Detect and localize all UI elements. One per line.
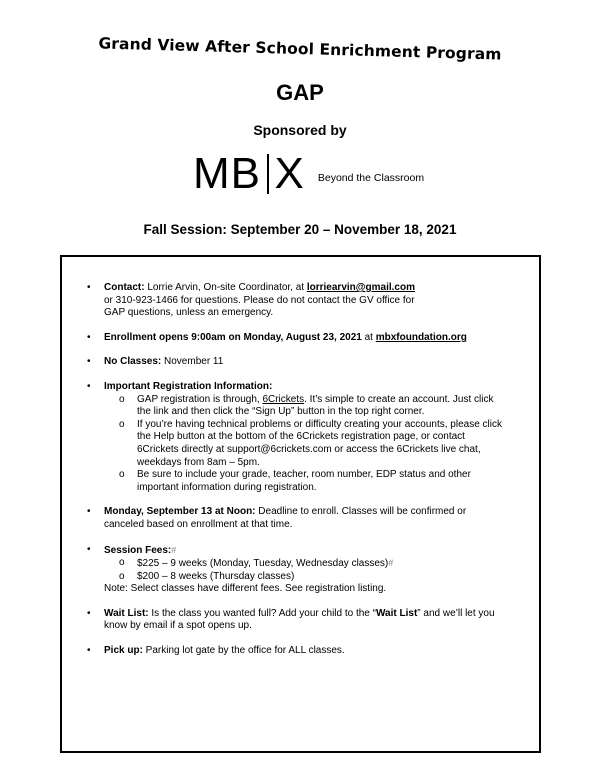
list-item-fees <box>74 544 529 596</box>
sub-item <box>104 557 529 571</box>
no-classes-text: November 11 <box>161 356 224 368</box>
registration-label: Important Registration Information: <box>104 380 273 392</box>
sub1-line2: the link and then click the “Sign Up” button in the top right corner. <box>137 406 425 418</box>
logo-divider <box>267 154 269 194</box>
list-item-enrollment <box>74 332 529 345</box>
logo-tagline: Beyond the Classroom <box>317 172 425 184</box>
wait-list-bold: Wait List <box>375 607 418 619</box>
sub-item <box>104 394 529 419</box>
list-item-pickup <box>74 645 529 658</box>
circle-bullet-icon: o <box>119 570 125 582</box>
deadline-line2: canceled based on enrollment at that time. <box>104 518 293 530</box>
list-item-contact <box>74 282 529 320</box>
sub3-line1: Be sure to include your grade, teacher, room number, EDP status and other <box>137 469 471 481</box>
sub-item <box>104 571 529 584</box>
circle-bullet-icon: o <box>119 469 125 481</box>
session-dates: Fall Session: September 20 – November 18, 2021 <box>143 222 457 237</box>
pickup-label: Pick up: <box>104 645 143 657</box>
sub-item <box>104 469 529 494</box>
bullet-icon: • <box>87 607 91 619</box>
mbx-foundation-link[interactable]: mbxfoundation.org <box>375 331 467 343</box>
fees-note: Note: Select classes have different fees. See registration listing. <box>104 583 387 595</box>
list-item-wait-list <box>74 608 529 633</box>
bullet-icon: • <box>87 356 91 368</box>
sub3-line2: important information during registration. <box>137 481 317 493</box>
circle-bullet-icon: o <box>119 393 125 405</box>
bullet-icon: • <box>87 380 91 392</box>
circle-bullet-icon: o <box>119 557 125 569</box>
deadline-text: Deadline to enroll. Classes will be confirmed or <box>255 506 467 518</box>
no-classes-label: No Classes: <box>104 356 162 368</box>
sub2-line2: the Help button at the bottom of the 6Crickets registration page, or contact <box>137 431 465 443</box>
paragraph-mark-icon: # <box>388 558 394 569</box>
gap-title: GAP <box>276 80 324 105</box>
bullet-icon: • <box>87 282 91 293</box>
bullet-icon: • <box>87 506 91 518</box>
enrollment-label: Enrollment opens 9:00am on Monday, August 23, 2021 <box>104 331 362 343</box>
email-link[interactable]: lorriearvin@gmail.com <box>306 282 415 293</box>
circle-bullet-icon: o <box>119 418 125 430</box>
sub-item <box>104 419 529 469</box>
mbx-logo <box>193 148 424 200</box>
list-item-deadline <box>74 506 529 531</box>
sub1-text: GAP registration is through, <box>137 393 263 405</box>
contact-line3: GAP questions, unless an emergency. <box>104 307 274 319</box>
enrollment-at: at <box>361 331 376 343</box>
pickup-text: Parking lot gate by the office for ALL classes. <box>142 645 345 657</box>
wait-list-line2: know by email if a spot opens up. <box>104 620 252 632</box>
sub2-line1: If you’re having technical problems or difficulty creating your accounts, please click <box>137 418 502 430</box>
contact-line2: or 310-923-1466 for questions. Please do not contact the GV office for <box>104 294 415 306</box>
sub2-line4: weekdays from 8am – 5pm. <box>137 456 260 468</box>
bullet-icon: • <box>87 331 91 343</box>
info-list <box>74 282 529 670</box>
bullet-icon: • <box>87 645 91 657</box>
fee-8-weeks: $200 – 8 weeks (Thursday classes) <box>137 570 295 582</box>
sub2-line3: 6Crickets directly at support@6crickets.com or access the 6Crickets live chat, <box>137 443 481 455</box>
wait-list-text2: ” and we’ll let you <box>417 607 495 619</box>
fees-label: Session Fees: <box>104 544 172 556</box>
contact-label: Contact: <box>104 282 145 293</box>
fee-9-weeks: $225 – 9 weeks (Monday, Tuesday, Wednesday classes) <box>137 558 389 570</box>
paragraph-mark-icon: # <box>171 544 177 555</box>
6crickets-link[interactable]: 6Crickets <box>262 393 305 405</box>
wait-list-label: Wait List: <box>104 607 149 619</box>
sponsored-by: Sponsored by <box>253 122 347 138</box>
bullet-icon: • <box>87 543 91 555</box>
logo-x: X <box>274 149 304 198</box>
wait-list-text: Is the class you wanted full? Add your child to the “ <box>148 607 376 619</box>
list-item-registration <box>74 381 529 494</box>
sub1-text-b: . It’s simple to create an account. Just click <box>304 393 494 405</box>
logo-mb: MB <box>193 149 261 198</box>
deadline-label: Monday, September 13 at Noon: <box>104 506 256 518</box>
list-item-no-classes <box>74 356 529 369</box>
program-title: Grand View After School Enrichment Program <box>98 34 502 64</box>
contact-text: Lorrie Arvin, On-site Coordinator, at <box>144 282 307 293</box>
